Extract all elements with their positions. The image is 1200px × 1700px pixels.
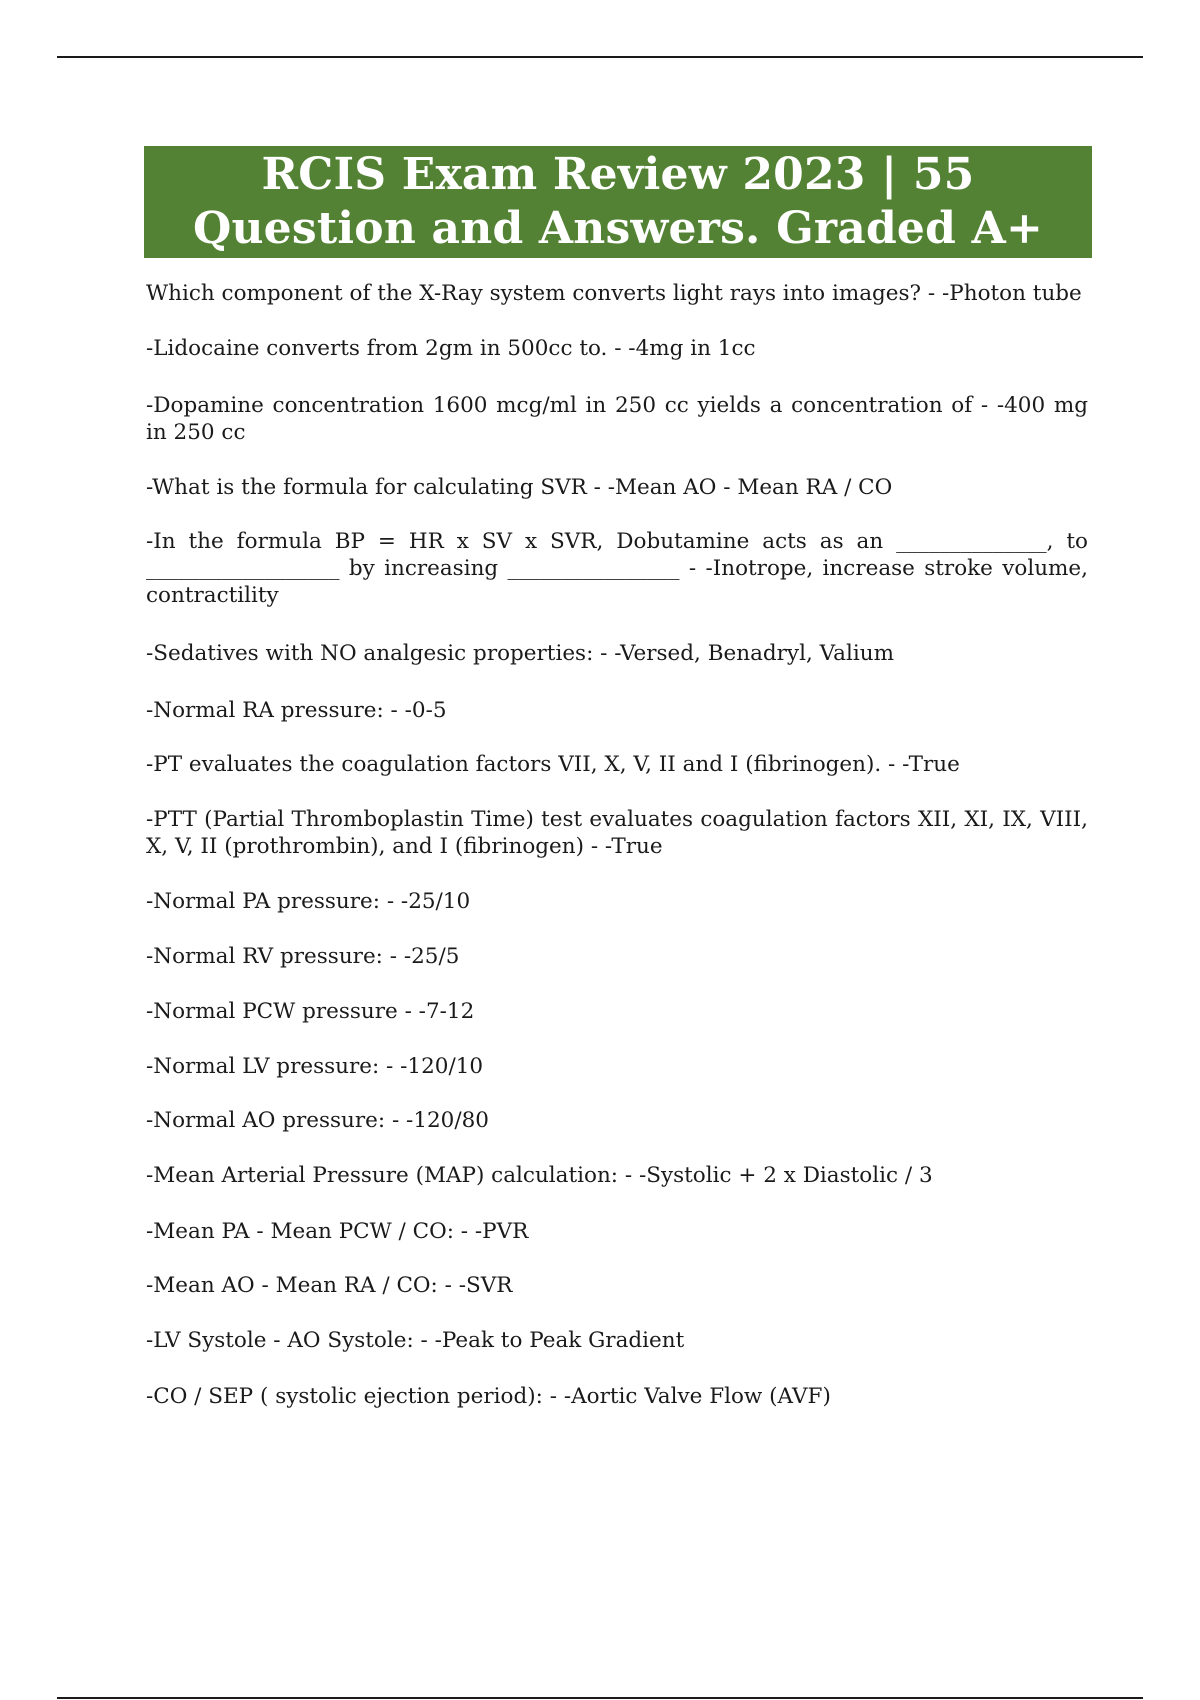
qa-item: -CO / SEP ( systolic ejection period): - -Aortic Valve Flow (AVF) (146, 1384, 831, 1409)
qa-item: -Normal RA pressure: - -0-5 (146, 698, 447, 723)
qa-item: -LV Systole - AO Systole: - -Peak to Peak Gradient (146, 1328, 685, 1353)
qa-item: -PTT (Partial Thromboplastin Time) test evaluates coagulation factors XII, XI, IX, VIII, X, V, II (prothrombin), and I (fibrinogen) - -True (146, 807, 1088, 859)
qa-item: -Mean PA - Mean PCW / CO: - -PVR (146, 1219, 529, 1244)
footer-rule (57, 1697, 1143, 1699)
title-banner (144, 146, 1092, 258)
qa-item: -Lidocaine converts from 2gm in 500cc to. - -4mg in 1cc (146, 336, 756, 361)
title-line-1: RCIS Exam Review 2023 | 55 (261, 149, 975, 200)
qa-item: Which component of the X-Ray system converts light rays into images? - -Photon tube (146, 281, 1082, 306)
title-line-2: Question and Answers. Graded A+ (192, 203, 1044, 254)
qa-item: -Normal RV pressure: - -25/5 (146, 944, 460, 969)
qa-item: -Dopamine concentration 1600 mcg/ml in 250 cc yields a concentration of - -400 mg in 250 cc (146, 393, 1088, 445)
qa-item: -Normal PCW pressure - -7-12 (146, 999, 475, 1024)
qa-item: -Normal LV pressure: - -120/10 (146, 1054, 484, 1079)
qa-item: -Sedatives with NO analgesic properties: - -Versed, Benadryl, Valium (146, 641, 894, 666)
qa-item: -Normal PA pressure: - -25/10 (146, 889, 471, 914)
qa-item: -Normal AO pressure: - -120/80 (146, 1108, 489, 1133)
header-rule (57, 56, 1143, 58)
qa-item: -PT evaluates the coagulation factors VII, X, V, II and I (fibrinogen). - -True (146, 752, 960, 777)
qa-item: -What is the formula for calculating SVR - -Mean AO - Mean RA / CO (146, 475, 893, 500)
qa-item: -In the formula BP = HR x SV x SVR, Dobutamine acts as an ______________, to __________________ by increasing ________________ - -Inotrope, increase stroke volume, contractility (146, 529, 1088, 608)
qa-item: -Mean Arterial Pressure (MAP) calculation: - -Systolic + 2 x Diastolic / 3 (146, 1163, 933, 1188)
qa-item: -Mean AO - Mean RA / CO: - -SVR (146, 1273, 513, 1298)
